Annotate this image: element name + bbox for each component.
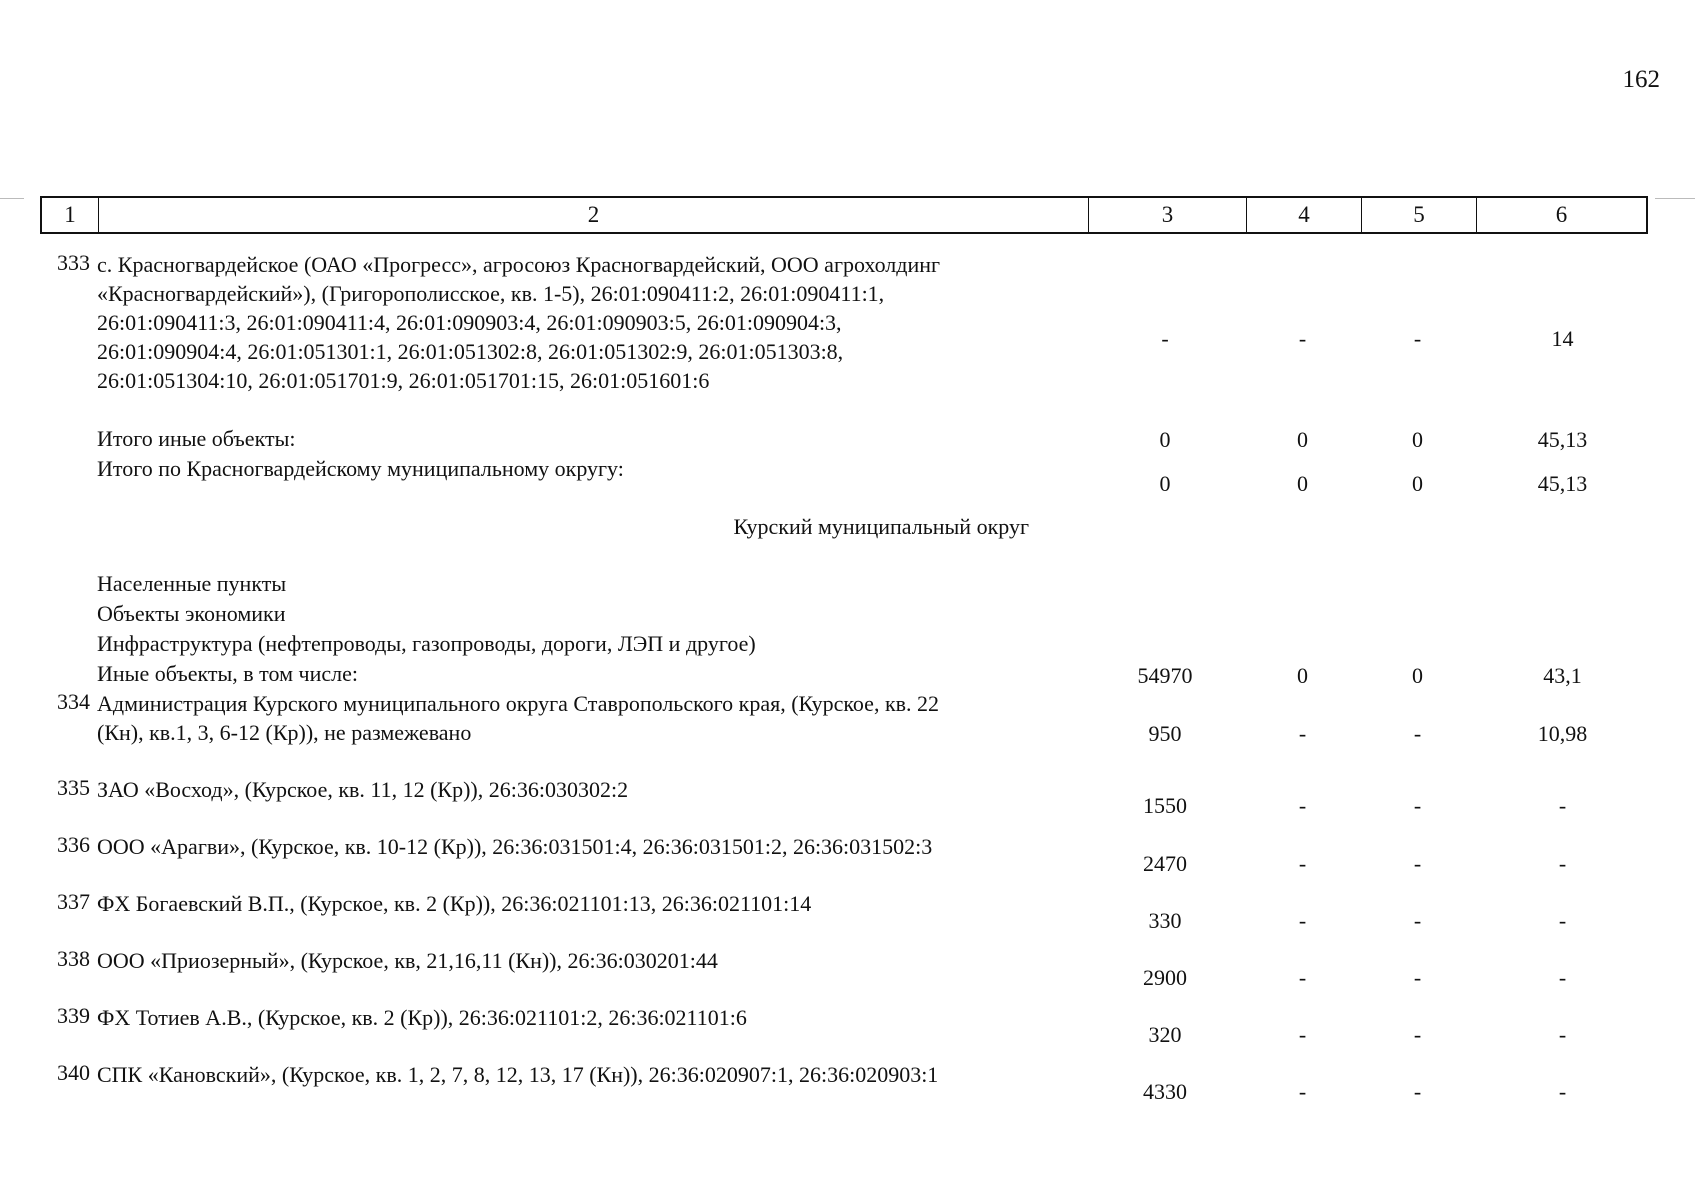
total-other-col4: 0 [1297,427,1308,452]
row-text-line: 26:01:090411:3, 26:01:090411:4, 26:01:090903:4, 26:01:090903:5, 26:01:090904:3, [97,310,842,335]
row-col3-value: 950 [1148,721,1182,746]
row-col6-value: - [1558,793,1567,818]
row-col3-value: 1550 [1143,793,1187,818]
row-text: ЗАО «Восход», (Курское, кв. 11, 12 (Кр)), 26:36:030302:2 [97,777,629,802]
row-col6-value: 10,98 [1537,721,1588,746]
header-col-4: 4 [1246,198,1361,232]
row-col6-value: - [1558,908,1567,933]
section-title: Курский муниципальный округ [733,514,1029,539]
table-header [40,196,1648,234]
row-number: 337 [57,889,90,914]
row-text: ООО «Арагви», (Курское, кв. 10-12 (Кр)), 26:36:031501:4, 26:36:031501:2, 26:36:031502:3 [97,834,933,859]
header-col-2: 2 [98,198,1088,232]
row-text: СПК «Кановский», (Курское, кв. 1, 2, 7, 8, 12, 13, 17 (Кн)), 26:36:020907:1, 26:36:020903:1 [97,1062,939,1087]
total-other-col3: 0 [1159,427,1171,452]
row-text: ООО «Приозерный», (Курское, кв, 21,16,11 (Кн)), 26:36:030201:44 [97,948,718,973]
category-other-col4: 0 [1297,663,1308,688]
row-col3-value: 320 [1148,1022,1182,1047]
row-col5-value: - [1413,721,1422,746]
row-number: 339 [57,1003,90,1028]
row-number: 334 [57,689,90,714]
total-district-label: Итого по Красногвардейскому муниципальному округу: [97,456,624,481]
row-number: 338 [57,946,90,971]
scan-edge-mark-right [1655,198,1695,199]
row-col6-value: - [1558,851,1567,876]
row-col6-value: - [1558,1079,1567,1104]
row-text: ФХ Тотиев А.В., (Курское, кв. 2 (Кр)), 26:36:021101:2, 26:36:021101:6 [97,1005,747,1030]
category-other: Иные объекты, в том числе: [97,661,358,686]
row-col5-value: - [1413,326,1422,351]
row-col5-value: - [1413,965,1422,990]
category-other-col5: 0 [1412,663,1423,688]
total-district-col6: 45,13 [1537,471,1588,496]
row-col4-value: - [1298,965,1307,990]
row-text-line: с. Красногвардейское (ОАО «Прогресс», агросоюз Красногвардейский, ООО агрохолдинг [97,252,941,277]
row-number: 336 [57,832,90,857]
category-economy: Объекты экономики [97,601,286,626]
category-other-col3: 54970 [1137,663,1193,688]
row-col4-value: - [1298,326,1307,351]
row-text-line: (Кн), кв.1, 3, 6-12 (Кр)), не размежевано [97,720,472,745]
row-number: 333 [57,250,90,275]
header-col-6: 6 [1476,198,1646,232]
row-text-line: «Красногвардейский»), (Григорополисское, кв. 1-5), 26:01:090411:2, 26:01:090411:1, [97,281,885,306]
row-col3-value: 4330 [1143,1079,1187,1104]
row-col5-value: - [1413,1022,1422,1047]
header-col-3: 3 [1088,198,1246,232]
row-col3-value: 330 [1148,908,1182,933]
row-col4-value: - [1298,1022,1307,1047]
page-number: 162 [1622,66,1660,93]
row-col4-value: - [1298,908,1307,933]
row-col4-value: - [1298,1079,1307,1104]
total-other-col6: 45,13 [1537,427,1588,452]
total-other-label: Итого иные объекты: [97,426,296,451]
row-col5-value: - [1413,793,1422,818]
total-district-col5: 0 [1412,471,1423,496]
row-text: ФХ Богаевский В.П., (Курское, кв. 2 (Кр)), 26:36:021101:13, 26:36:021101:14 [97,891,812,916]
row-col4-value: - [1298,721,1307,746]
category-settlements: Населенные пункты [97,571,287,596]
row-col6-value: 14 [1551,326,1574,351]
row-col4-value: - [1298,851,1307,876]
total-other-col5: 0 [1412,427,1423,452]
header-col-5: 5 [1361,198,1476,232]
row-col4-value: - [1298,793,1307,818]
row-text-line: 26:01:090904:4, 26:01:051301:1, 26:01:051302:8, 26:01:051302:9, 26:01:051303:8, [97,339,844,364]
row-col6-value: - [1558,965,1567,990]
total-district-col4: 0 [1297,471,1308,496]
row-col3-value: 2470 [1143,851,1187,876]
row-col5-value: - [1413,908,1422,933]
row-col5-value: - [1413,1079,1422,1104]
row-number: 340 [57,1060,90,1085]
category-other-col6: 43,1 [1543,663,1582,688]
category-infrastructure: Инфраструктура (нефтепроводы, газопроводы, дороги, ЛЭП и другое) [97,631,756,656]
row-text-line: Администрация Курского муниципального округа Ставропольского края, (Курское, кв. 22 [97,691,940,716]
header-col-1: 1 [64,202,76,227]
row-col3-value: - [1161,326,1169,351]
row-text-line: 26:01:051304:10, 26:01:051701:9, 26:01:051701:15, 26:01:051601:6 [97,368,710,393]
row-col3-value: 2900 [1143,965,1187,990]
total-district-col3: 0 [1159,471,1171,496]
row-col6-value: - [1558,1022,1567,1047]
scan-edge-mark-left [0,198,24,199]
row-number: 335 [57,775,90,800]
row-col5-value: - [1413,851,1422,876]
